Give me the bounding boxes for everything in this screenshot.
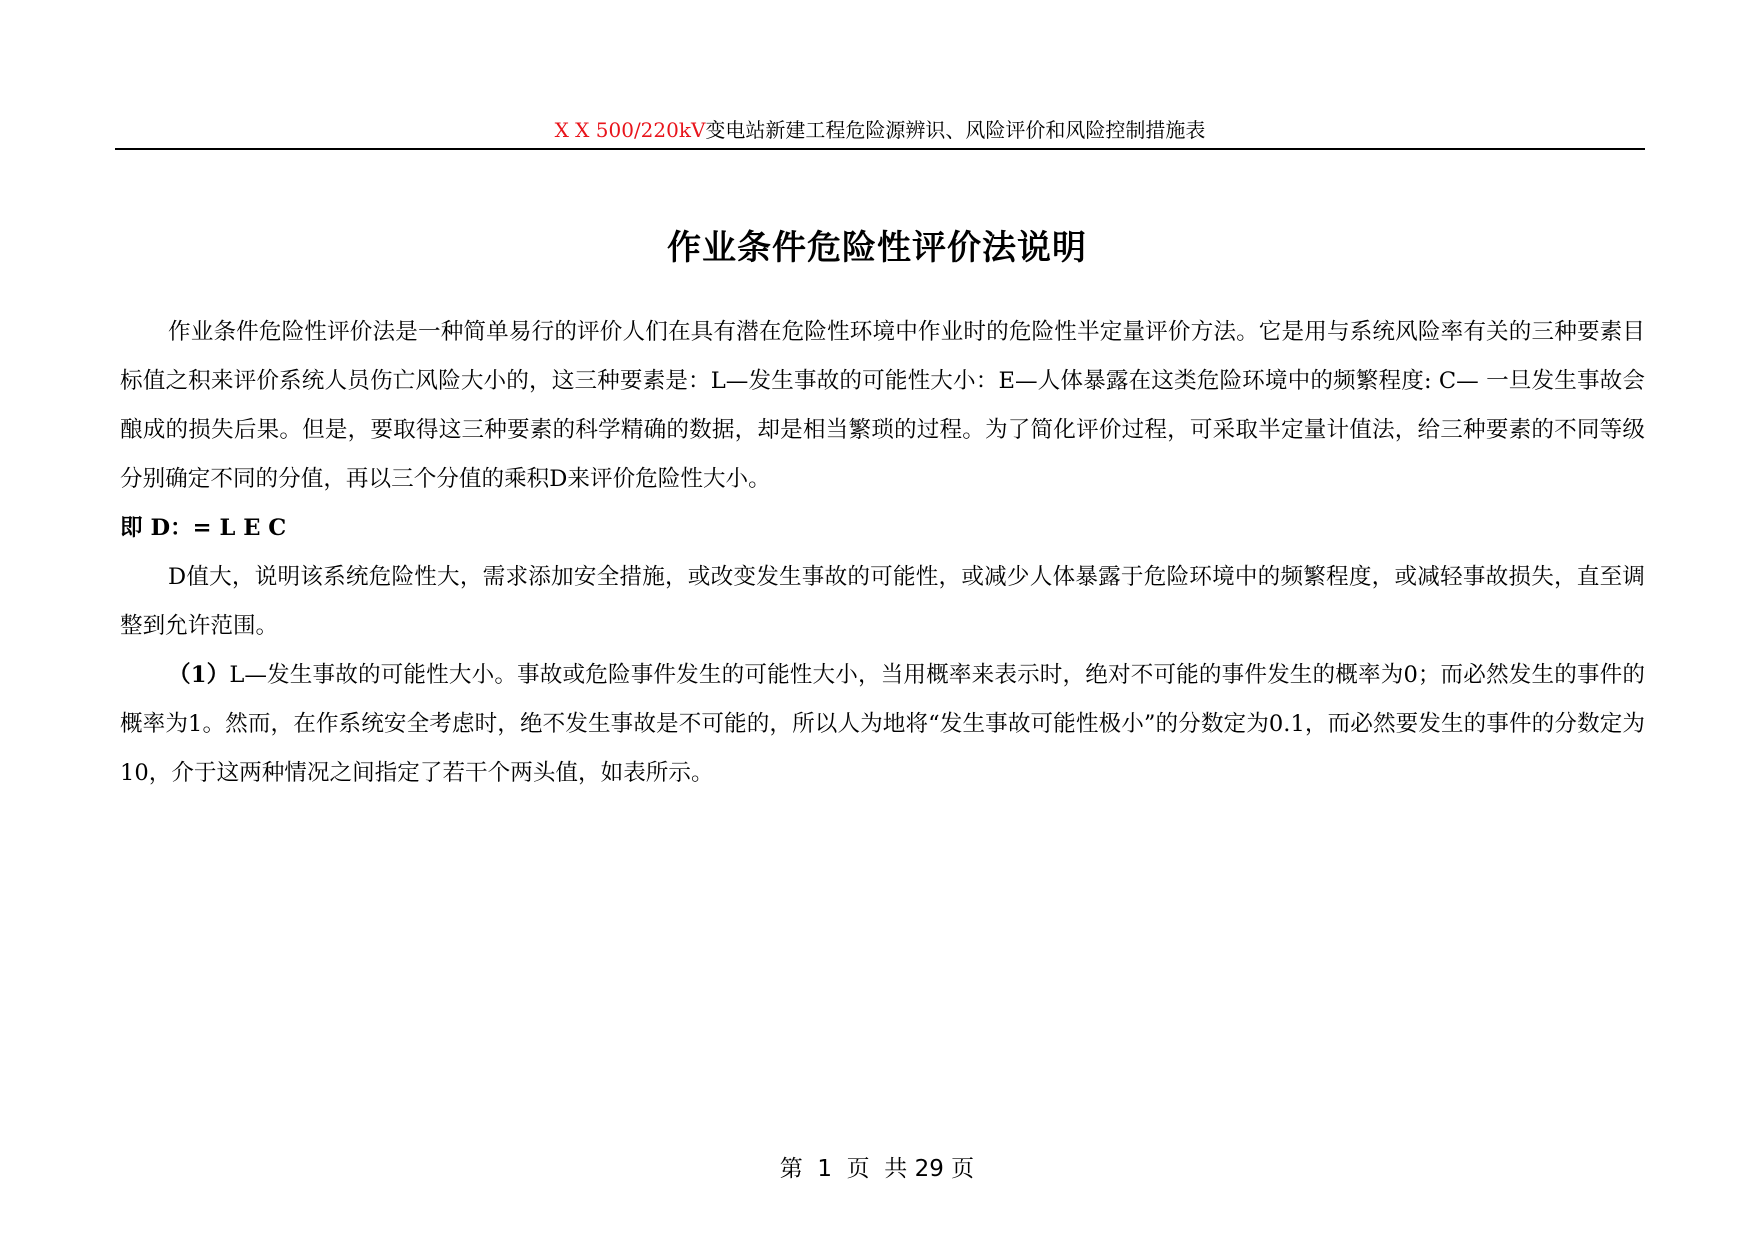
page-title: 作业条件危险性评价法说明 [667, 228, 1087, 268]
formula-line: 即 D：= L E C [120, 515, 287, 541]
item-1-paragraph [120, 651, 1645, 798]
d-value-paragraph: D值大，说明该系统危险性大，需求添加安全措施，或改变发生事故的可能性，或减少人体暴露于危险环境中的频繁程度，或减轻事故损失，直至调整到允许范围。 [120, 564, 1645, 639]
intro-paragraph: 作业条件危险性评价法是一种简单易行的评价人们在具有潜在危险性环境中作业时的危险性半定量评价方法。它是用与系统风险率有关的三种要素目标值之积来评价系统人员伤亡风险大小的，这三种要素是：L—发生事故的可能性大小：E—人体暴露在这类危险环境中的频繁程度: C— 一旦发生事故会酿成的损失后果。但是，要取得这三种要素的科学精确的数据，却是相当繁琐的过程。为了简化评价过程，可采取半定量计值法，给三种要素的不同等级分别确定不同的分值，再以三个分值的乘积D来评价危险性大小。 [120, 319, 1645, 492]
item-1-text: L—发生事故的可能性大小。事故或危险事件发生的可能性大小，当用概率来表示时，绝对不可能的事件发生的概率为0；而必然发生的事件的概率为1。然而，在作系统安全考虑时，绝不发生事故是不可能的，所以人为地将“发生事故可能性极小”的分数定为0.1，而必然要发生的事件的分数定为10，介于这两种情况之间指定了若干个两头值，如表所示。 [120, 662, 1645, 786]
header-document-name: 变电站新建工程危险源辨识、风险评价和风险控制措施表 [705, 118, 1206, 142]
page-footer: 第 1 页 共 29 页 [779, 1156, 975, 1182]
header-project-code: X X 500/220kV [554, 118, 706, 142]
page-header [115, 116, 1645, 150]
item-1-number: （1） [168, 662, 230, 688]
header-title [115, 118, 1645, 142]
document-body [120, 308, 1645, 798]
